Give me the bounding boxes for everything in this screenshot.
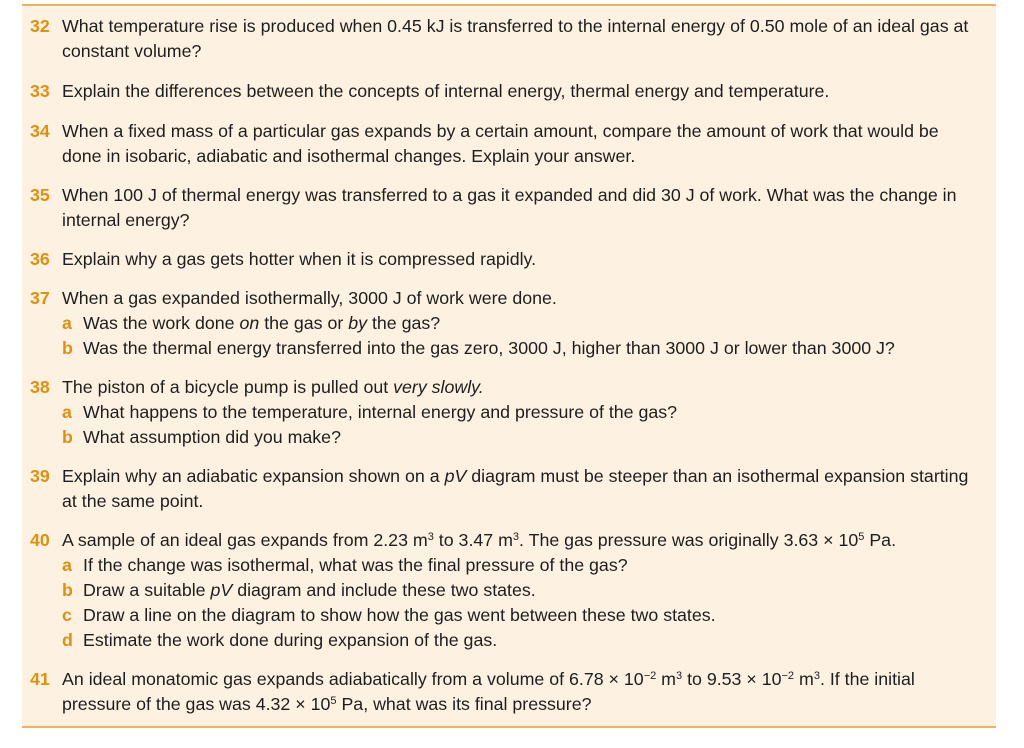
subquestion-text: Estimate the work done during expansion of the gas.: [83, 630, 498, 650]
pv-symbol: pV: [444, 466, 467, 486]
superscript: 5: [330, 695, 337, 707]
question-text: [62, 375, 982, 400]
question-32: [30, 14, 982, 64]
question-text: Explain why a gas gets hotter when it is compressed rapidly.: [62, 249, 537, 269]
subquestion-d: [62, 628, 982, 653]
question-text-part: Explain why an adiabatic expansion shown on a: [62, 466, 445, 486]
question-number: 38: [30, 377, 50, 397]
superscript: −2: [781, 670, 795, 682]
pv-symbol: pV: [210, 580, 233, 600]
question-number: 32: [30, 16, 50, 36]
question-text: When 100 J of thermal energy was transferred to a gas it expanded and did 30 J of work. What was the change in internal energy?: [62, 185, 957, 230]
subquestion-b: [62, 425, 982, 450]
superscript: 3: [813, 670, 820, 682]
question-number: 39: [30, 466, 50, 486]
question-number: 35: [30, 185, 50, 205]
question-text-part: . If the initial pressure of the gas was 4.32 × 10: [62, 669, 915, 714]
question-text-part: A sample of an ideal gas expands from 2.23 m: [62, 530, 428, 550]
subquestion-text: Was the thermal energy transferred into the gas zero, 3000 J, higher than 3000 J or lower than 3000 J?: [83, 338, 895, 358]
emphasis-on: on: [239, 313, 260, 333]
superscript: 3: [676, 670, 683, 682]
subquestion-text: Draw a suitable: [83, 580, 211, 600]
question-number: 41: [30, 669, 50, 689]
subquestion-letter: a: [62, 555, 72, 575]
superscript: 3: [512, 531, 520, 543]
question-number: 34: [30, 121, 50, 141]
subquestion-text: If the change was isothermal, what was the final pressure of the gas?: [83, 555, 628, 575]
question-text-part: Pa.: [864, 530, 897, 550]
question-text: When a gas expanded isothermally, 3000 J of work were done.: [62, 288, 557, 308]
question-text-part: to 3.47 m: [433, 530, 513, 550]
subquestion-letter: a: [62, 313, 72, 333]
question-number: 37: [30, 288, 50, 308]
question-text-part: m: [656, 669, 676, 689]
question-text: Explain the differences between the concepts of internal energy, thermal energy and temperature.: [62, 81, 830, 101]
question-text-part: . The gas pressure was originally 3.63 × 10: [519, 530, 859, 550]
question-text: [62, 528, 982, 553]
question-text-part: m: [794, 669, 814, 689]
question-36: [30, 247, 982, 272]
question-38: [30, 375, 982, 450]
subquestion-text: the gas?: [367, 313, 441, 333]
subquestion-text: Draw a line on the diagram to show how the gas went between these two states.: [83, 605, 716, 625]
question-text-part: An ideal monatomic gas expands adiabatically from a volume of 6.78 × 10: [62, 669, 644, 689]
subquestion-text: What assumption did you make?: [83, 427, 341, 447]
subquestion-text: diagram and include these two states.: [232, 580, 536, 600]
subquestion-text: Was the work done: [83, 313, 240, 333]
superscript: 3: [427, 531, 434, 543]
subquestion-text: What happens to the temperature, internal energy and pressure of the gas?: [83, 402, 678, 422]
subquestion-a: [62, 400, 982, 425]
question-number: 36: [30, 249, 50, 269]
subquestion-a: [62, 553, 982, 578]
subquestion-letter: d: [62, 630, 73, 650]
question-text-part: Pa, what was its final pressure?: [336, 694, 592, 714]
question-41: [30, 667, 982, 717]
question-33: [30, 79, 982, 104]
question-text: [62, 667, 982, 717]
question-text-main: The piston of a bicycle pump is pulled out: [62, 377, 394, 397]
question-number: 40: [30, 530, 50, 550]
question-text: [62, 464, 982, 514]
question-text: When a fixed mass of a particular gas expands by a certain amount, compare the amount of work that would be done in isobaric, adiabatic and isothermal changes. Explain your answer.: [62, 121, 939, 166]
question-number: 33: [30, 81, 50, 101]
question-34: [30, 119, 982, 169]
question-text-part: to 9.53 × 10: [682, 669, 782, 689]
question-panel: [22, 4, 996, 728]
subquestion-a: [62, 311, 982, 336]
subquestion-b: [62, 578, 982, 603]
emphasis-very-slowly: very slowly.: [393, 377, 484, 397]
subquestion-c: [62, 603, 982, 628]
superscript: −2: [643, 670, 657, 682]
subquestion-b: [62, 336, 982, 361]
emphasis-by: by: [348, 313, 368, 333]
question-40: [30, 528, 982, 653]
question-text: What temperature rise is produced when 0.45 kJ is transferred to the internal energy of 0.50 mole of an ideal gas at constant volume?: [62, 16, 969, 61]
subquestion-letter: a: [62, 402, 72, 422]
question-35: [30, 183, 982, 233]
subquestion-letter: b: [62, 338, 73, 358]
subquestion-letter: b: [62, 427, 73, 447]
question-text-part: diagram must be steeper than an isothermal expansion starting at the same point.: [62, 466, 969, 511]
superscript: 5: [858, 531, 865, 543]
question-39: [30, 464, 982, 514]
subquestion-letter: c: [62, 605, 72, 625]
subquestion-text: the gas or: [259, 313, 349, 333]
question-37: [30, 286, 982, 361]
subquestion-letter: b: [62, 580, 73, 600]
